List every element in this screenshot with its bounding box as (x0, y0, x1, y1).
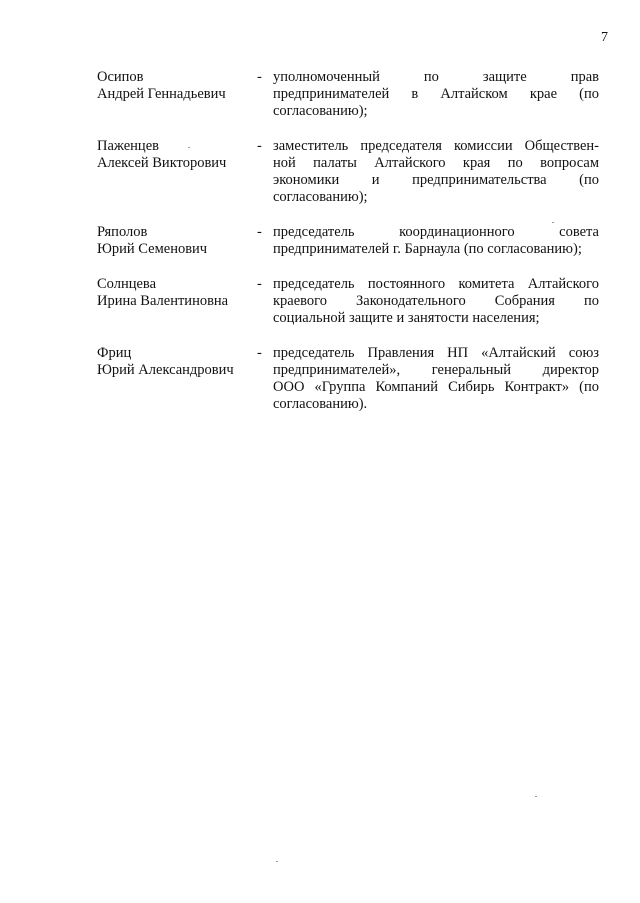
member-given-names: Ирина Валентиновна (97, 293, 229, 309)
member-name (97, 276, 257, 310)
position-line: председатель постоянного комитета Алтайского (273, 276, 599, 292)
position-line: председатель координационного совета (273, 224, 599, 240)
position-line: согласованию). (273, 396, 368, 412)
member-given-names: Алексей Викторович (97, 155, 227, 171)
scan-speck (552, 222, 554, 223)
member-name (97, 138, 257, 172)
dash-separator: - (257, 69, 262, 85)
dash-separator: - (257, 224, 262, 240)
member-surname: Солнцева (97, 276, 157, 292)
dash-separator: - (257, 276, 262, 292)
member-name (97, 69, 257, 103)
member-name (97, 345, 257, 379)
member-position (273, 224, 599, 258)
member-given-names: Юрий Семенович (97, 241, 208, 257)
member-position (273, 69, 599, 120)
member-position (273, 345, 599, 413)
member-name (97, 224, 257, 258)
member-surname: Осипов (97, 69, 144, 85)
position-line: предпринимателей г. Барнаула (по согласованию); (273, 241, 582, 257)
scan-speck (188, 147, 190, 148)
position-line: уполномоченный по защите прав (273, 69, 599, 85)
member-surname: Фриц (97, 345, 132, 361)
position-line: экономики и предпринимательства (по (273, 172, 599, 188)
member-given-names: Юрий Александрович (97, 362, 234, 378)
scan-speck (535, 796, 537, 797)
position-line: ООО «Группа Компаний Сибирь Контракт» (по (273, 379, 599, 395)
page-number: 7 (601, 30, 608, 45)
position-line: предпринимателей в Алтайском крае (по (273, 86, 599, 102)
member-surname: Паженцев (97, 138, 159, 154)
member-position (273, 138, 599, 206)
dash-separator: - (257, 138, 262, 154)
member-surname: Ряполов (97, 224, 148, 240)
member-position (273, 276, 599, 327)
position-line: заместитель председателя комиссии Обществен- (273, 138, 599, 154)
member-given-names: Андрей Геннадьевич (97, 86, 226, 102)
position-line: ной палаты Алтайского края по вопросам (273, 155, 599, 171)
scan-speck (276, 861, 278, 862)
position-line: предпринимателей», генеральный директор (273, 362, 599, 378)
position-line: социальной защите и занятости населения; (273, 310, 540, 326)
position-line: согласованию); (273, 103, 368, 119)
position-line: согласованию); (273, 189, 368, 205)
dash-separator: - (257, 345, 262, 361)
position-line: краевого Законодательного Собрания по (273, 293, 599, 309)
position-line: председатель Правления НП «Алтайский союз (273, 345, 599, 361)
